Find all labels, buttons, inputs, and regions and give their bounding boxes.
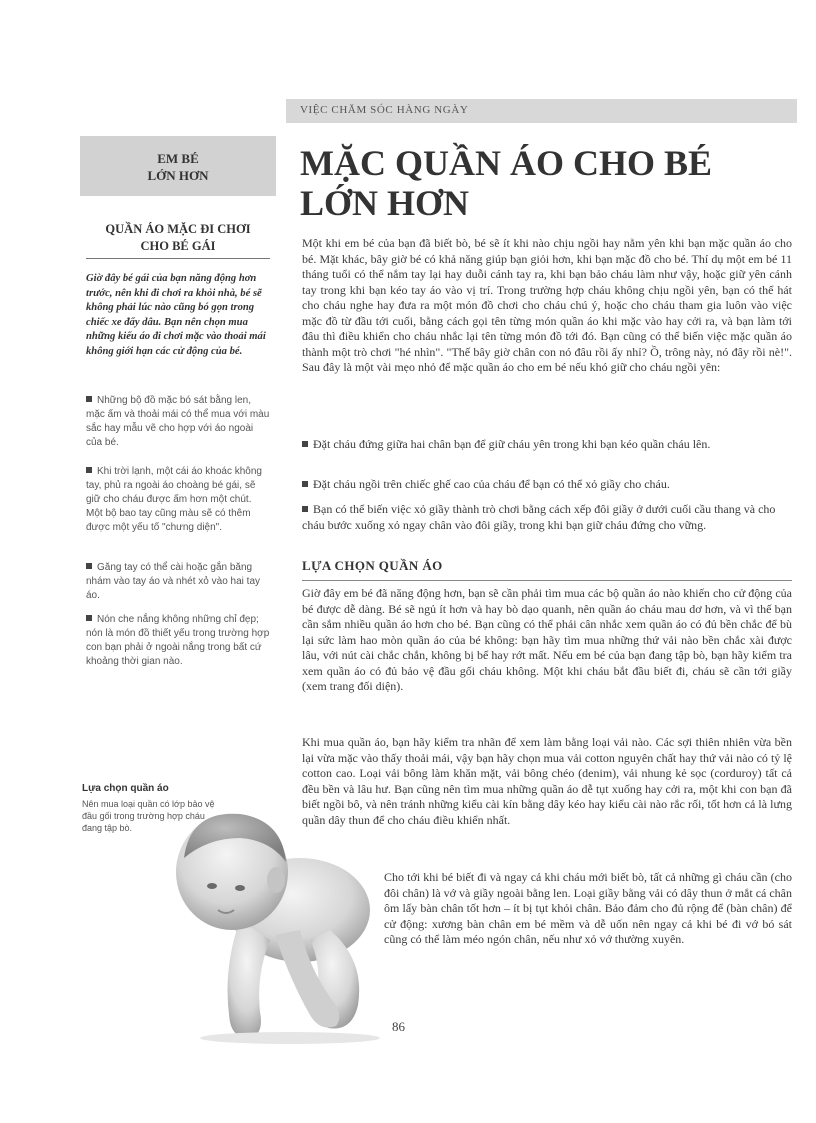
fabric-paragraph: Khi mua quần áo, bạn hãy kiểm tra nhãn để xem làm bằng loại vải nào. Các sợi thiên nhiên vừa bền lại vừa mặc vào thấy thoải mái, vậy bạn hãy chọn mua vải cotton nguyên chất hay thứ vải nào có tỷ lệ cotton cao. Loại vải bông làm khăn mặt, vải bông chéo (denim), vải nhung kẻ sọc (corduroy) tất cả đều bền và lâu hư. Bạn cũng nên tìm mua những quần áo dễ tụt xuống hay cởi ra, một khi con bạn đã biết ngồi bô, và nên tránh những kiểu cài kín bằng dây kéo hay kiểu cài nào rắc rối, tốt hơn cả là lưng quần dây thun để cho cháu điều khiển nhất. — [302, 735, 792, 827]
sidebar-tip: Nón che nắng không những chỉ đẹp; nón là món đồ thiết yếu trong trường hợp con bạn phải ở ngoài nắng trong bất cứ khoảng thời gian nào. — [86, 614, 270, 667]
sidebar-intro: Giờ đây bé gái của bạn năng động hơn trước, nên khi đi chơi ra khỏi nhà, bé sẽ không phải lúc nào cũng bó gọn trong chiếc xe đẩy dâu. Bạn nên chọn mua những kiểu áo đi chơi mặc vào thoải mái không giới hạn các cử động của bé. — [86, 273, 266, 357]
article-title: MẶC QUẦN ÁO CHO BÉ LỚN HƠN — [300, 143, 712, 223]
section-label: EM BÉ LỚN HƠN — [147, 151, 209, 183]
bullet-square-icon — [302, 506, 308, 512]
bullet-square-icon — [302, 441, 308, 447]
bullet-square-icon — [86, 467, 92, 473]
sidebar-tip: Găng tay có thể cài hoặc gắn băng nhám vào tay áo và nhét xỏ vào hai tay áo. — [86, 562, 260, 601]
bullet-square-icon — [86, 563, 92, 569]
page-number: 86 — [392, 1019, 405, 1034]
choosing-paragraph: Giờ đây em bé đã năng động hơn, bạn sẽ cần phải tìm mua các bộ quần áo nào khiến cho cử động của bé được dễ dàng. Bé sẽ ngủ ít hơn và hay bò dạo quanh, nên quần áo cháu mau dơ hơn, và vì thế bạn cần sắm nhiều quần áo hơn cho bé. Bạn cũng có thể phải cân nhắc xem quần áo có đủ bền chắc để bù lại sức làm hao mòn quần áo của bé không: bạn hãy tìm mua những thứ vải nào bền chắc xài được lâu, với nút cài chắc chắn, không bị bể hay rớt mất. Nếu em bé của bạn đang tập bò, bạn hãy kiểm tra xem quần áo có đủ bảo vệ đầu gối cháu không. Một khi cháu bắt đầu biết đi, cháu sẽ cần tới giầy (xem trang đối diện). — [302, 586, 792, 693]
subheading-rule — [302, 580, 792, 581]
bullet-square-icon — [302, 481, 308, 487]
tip-item: Bạn có thể biến việc xỏ giầy thành trò chơi bằng cách xếp đôi giầy ở dưới cuối cầu thang và cho cháu bước xuống xỏ ngay chân vào đôi giầy, trong khi bạn giữ cháu đứng cho vững. — [302, 502, 776, 532]
intro-paragraph: Một khi em bé của bạn đã biết bò, bé sẽ ít khi nào chịu ngồi hay nằm yên khi bạn mặc quần áo cho bé. Mặt khác, bây giờ bé có khả năng giúp bạn giỏi hơn, khi bạn mặc đồ cho bé. Thí dụ một em bé 11 tháng tuổi có thể nắm tay lại hay duỗi cánh tay ra, khi bạn bảo cháu làm như vậy, hoặc giữ yên cánh tay trong khi bạn kéo tay áo vào vị trí. Trong trường hợp cháu không chịu ngồi yên, bạn có thể hát cho cháu nghe hay đưa ra một món đồ chơi cho cháu chú ý, hoặc cho cháu tham gia luôn vào việc mặc đồ từ đầu tới cuối, bằng cách gọi tên từng món quần áo khi mặc vào hay cởi ra, và bạn làm tới đâu thì điều khiển cho cháu nhắc lại tên từng món đồ tới đó. Bạn cũng có thể biến việc mặc quần áo thành một trò chơi "hé nhìn". "Thế bây giờ chân con nó đâu rồi ấy nhỉ? Ồ, trông này, nó đây rồi nè!". Sau đây là một vài mẹo nhỏ để mặc quần áo cho em bé nếu khó giữ cho cháu ngồi yên: — [302, 236, 792, 374]
tip-item: Đặt cháu ngồi trên chiếc ghế cao của cháu để bạn có thể xỏ giầy cho cháu. — [302, 477, 792, 493]
sidebar-tip: Những bộ đồ mặc bó sát bằng len, mặc ấm và thoải mái có thể mua với màu sắc hay mẫu vẽ cho hợp với áo ngoài của bé. — [86, 395, 270, 448]
bullet-square-icon — [86, 396, 92, 402]
crawling-baby-photo — [160, 800, 380, 1045]
shoes-paragraph: Cho tới khi bé biết đi và ngay cả khi cháu mới biết bò, tất cả những gì cháu cần (cho đôi chân) là vớ và giầy ngoài bằng len. Loại giầy bằng vải có dây thun ở mắt cá chân ôm lấy bàn chân tốt hơn – ít bị tụt khỏi chân. Bảo đảm cho đủ rộng để (bàn chân) để cử động: xương bàn chân em bé mềm và dễ uốn nên ngay cả khi bé đi vớ bó sát cũng có thể làm méo ngón chân, nếu như xỏ vớ thường xuyên. — [384, 870, 792, 946]
sidebar-tip: Khi trời lạnh, một cái áo khoác không tay, phủ ra ngoài áo choàng bé gái, sẽ giữ cho cháu được ấm hơn một chút. Một bộ bao tay cũng màu sẽ có thêm được một yếu tố "chưng diện". — [86, 466, 262, 533]
sidebar-divider — [86, 258, 270, 259]
photo-caption-title: Lựa chọn quần áo — [82, 783, 169, 794]
bullet-square-icon — [86, 615, 92, 621]
photo-caption-text: Nên mua loại quần có lớp bảo vệ đầu gối trong trường hợp cháu đang tập bò. — [82, 799, 215, 833]
running-header: VIỆC CHĂM SÓC HÀNG NGÀY — [300, 104, 469, 116]
sidebar-title: QUẦN ÁO MẶC ĐI CHƠI CHO BÉ GÁI — [105, 222, 251, 253]
tip-item: Đặt cháu đứng giữa hai chân bạn để giữ cháu yên trong khi bạn kéo quần cháu lên. — [302, 437, 792, 453]
subheading: LỰA CHỌN QUẦN ÁO — [302, 558, 443, 573]
